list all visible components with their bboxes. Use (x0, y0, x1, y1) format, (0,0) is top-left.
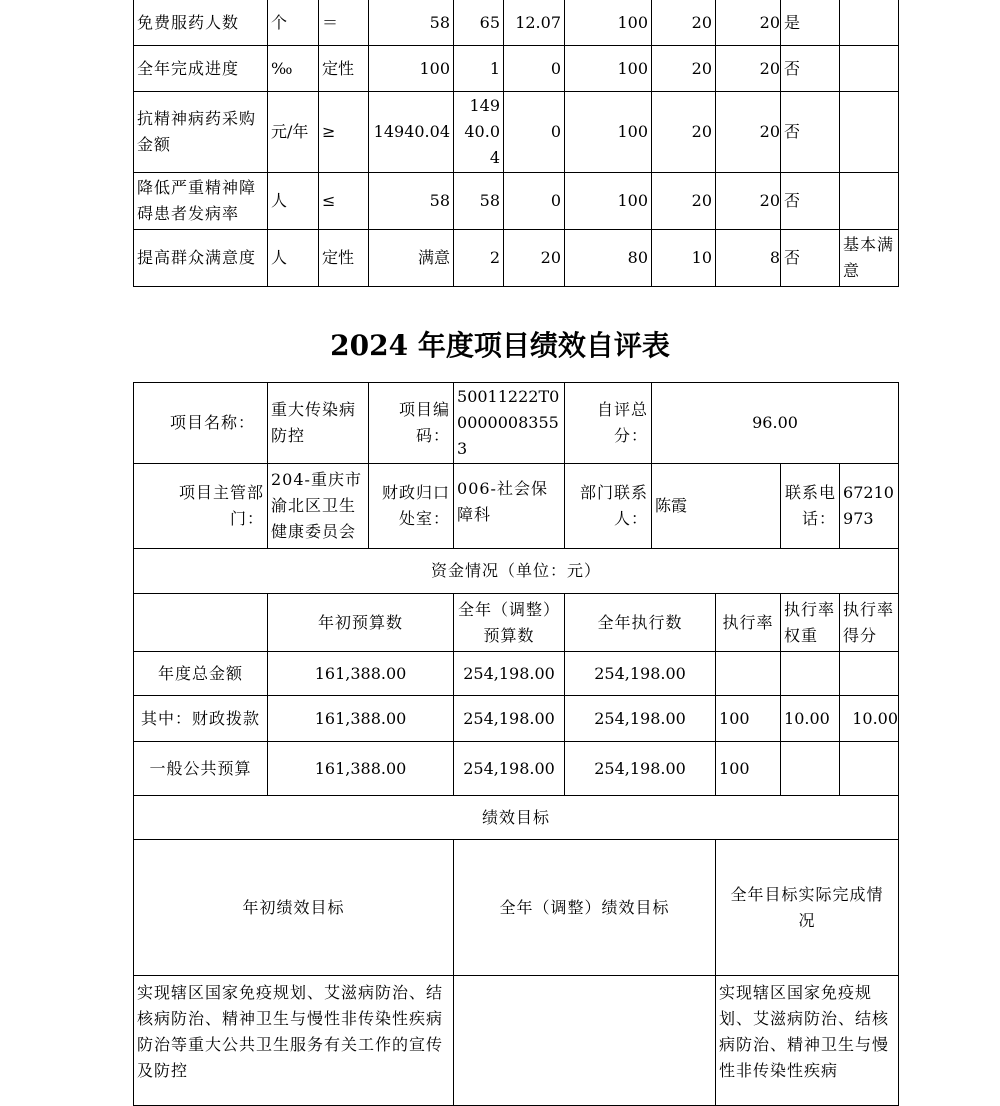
indicator-actual: 14940.04 (454, 92, 504, 173)
funds-row-label: 年度总金额 (134, 652, 268, 696)
self-score-value: 96.00 (652, 383, 899, 464)
project-code-label: 项目编码： (369, 383, 454, 464)
table-row (134, 173, 899, 230)
funds-row-weight: 10.00 (781, 696, 840, 742)
indicator-note (840, 173, 899, 230)
indicator-target: 58 (369, 0, 454, 46)
funds-row-score (840, 652, 899, 696)
page-title: 2024 年度项目绩效自评表 (330, 329, 670, 362)
funds-row-adjusted: 254,198.00 (454, 652, 565, 696)
indicator-score: 20 (716, 0, 781, 46)
goals-header-adjusted: 全年（调整）绩效目标 (454, 840, 716, 976)
self-score-label: 自评总分： (565, 383, 652, 464)
funds-header-score: 执行率得分 (840, 594, 899, 652)
project-name-label: 项目名称： (134, 383, 268, 464)
indicator-score-full: 10 (652, 230, 716, 287)
indicator-name: 提高群众满意度 (134, 230, 268, 287)
funds-row-executed: 254,198.00 (565, 652, 716, 696)
indicator-score: 8 (716, 230, 781, 287)
indicator-score: 20 (716, 92, 781, 173)
indicator-deviation: 12.07 (504, 0, 565, 46)
funds-header-initial: 年初预算数 (268, 594, 454, 652)
indicator-flag: 否 (781, 230, 840, 287)
funds-row-executed: 254,198.00 (565, 742, 716, 796)
goals-section-title: 绩效目标 (134, 796, 899, 840)
indicator-deviation: 0 (504, 173, 565, 230)
funds-row-adjusted: 254,198.00 (454, 742, 565, 796)
indicator-score-full: 20 (652, 92, 716, 173)
finance-office-value: 006-社会保障科 (454, 464, 565, 549)
funds-row-rate (716, 652, 781, 696)
indicator-operator: ＝ (319, 0, 369, 46)
dept-value: 204-重庆市渝北区卫生健康委员会 (268, 464, 369, 549)
table-row (134, 696, 899, 742)
table-row (134, 0, 899, 46)
indicator-weight: 100 (565, 46, 652, 92)
table-row (134, 464, 899, 549)
funds-section-title: 资金情况（单位：元） (134, 549, 899, 594)
table-row (134, 742, 899, 796)
indicator-deviation: 20 (504, 230, 565, 287)
actual-goal-text: 实现辖区国家免疫规划、艾滋病防治、结核病防治、精神卫生与慢性非传染性疾病 (716, 976, 899, 1106)
project-code-value: 50011222T000000083553 (454, 383, 565, 464)
adjusted-goal-text (454, 976, 716, 1106)
indicator-actual: 2 (454, 230, 504, 287)
self-evaluation-table (133, 382, 899, 1106)
indicator-unit: 个 (268, 0, 319, 46)
indicator-name: 全年完成进度 (134, 46, 268, 92)
contact-label: 部门联系人： (565, 464, 652, 549)
indicator-weight: 100 (565, 173, 652, 230)
initial-goal-text: 实现辖区国家免疫规划、艾滋病防治、结核病防治、精神卫生与慢性非传染性疾病防治等重大公共卫生服务有关工作的宣传及防控 (134, 976, 454, 1106)
indicator-unit: 人 (268, 173, 319, 230)
indicator-operator: ≤ (319, 173, 369, 230)
indicator-target: 58 (369, 173, 454, 230)
table-row (134, 840, 899, 976)
indicator-name: 降低严重精神障碍患者发病率 (134, 173, 268, 230)
table-row (134, 976, 899, 1106)
funds-row-weight (781, 742, 840, 796)
indicator-score: 20 (716, 173, 781, 230)
indicator-name: 免费服药人数 (134, 0, 268, 46)
funds-row-initial: 161,388.00 (268, 696, 454, 742)
indicator-score-full: 20 (652, 173, 716, 230)
indicator-actual: 58 (454, 173, 504, 230)
funds-header-blank (134, 594, 268, 652)
funds-row-label: 其中：财政拨款 (134, 696, 268, 742)
funds-header-rate: 执行率 (716, 594, 781, 652)
funds-row-executed: 254,198.00 (565, 696, 716, 742)
goals-header-actual: 全年目标实际完成情况 (716, 840, 899, 976)
indicator-score-full: 20 (652, 46, 716, 92)
funds-row-rate: 100 (716, 742, 781, 796)
indicator-score: 20 (716, 46, 781, 92)
funds-row-label: 一般公共预算 (134, 742, 268, 796)
funds-header-adjusted: 全年（调整）预算数 (454, 594, 565, 652)
indicator-table (133, 0, 899, 287)
funds-header-weight: 执行率权重 (781, 594, 840, 652)
indicator-operator: 定性 (319, 230, 369, 287)
indicator-note (840, 46, 899, 92)
indicator-note (840, 0, 899, 46)
table-row (134, 594, 899, 652)
indicator-operator: 定性 (319, 46, 369, 92)
project-name-value: 重大传染病防控 (268, 383, 369, 464)
finance-office-label: 财政归口处室： (369, 464, 454, 549)
funds-header-executed: 全年执行数 (565, 594, 716, 652)
indicator-flag: 否 (781, 46, 840, 92)
dept-label: 项目主管部门： (134, 464, 268, 549)
funds-row-initial: 161,388.00 (268, 742, 454, 796)
funds-row-score (840, 742, 899, 796)
indicator-name: 抗精神病药采购金额 (134, 92, 268, 173)
table-row (134, 652, 899, 696)
indicator-note: 基本满意 (840, 230, 899, 287)
table-row (134, 46, 899, 92)
indicator-score-full: 20 (652, 0, 716, 46)
table-row (134, 796, 899, 840)
indicator-target: 满意 (369, 230, 454, 287)
indicator-actual: 65 (454, 0, 504, 46)
funds-row-rate: 100 (716, 696, 781, 742)
indicator-operator: ≥ (319, 92, 369, 173)
table-row (134, 549, 899, 594)
table-row (134, 92, 899, 173)
indicator-deviation: 0 (504, 92, 565, 173)
indicator-weight: 100 (565, 0, 652, 46)
indicator-unit: ‰ (268, 46, 319, 92)
indicator-unit: 元/年 (268, 92, 319, 173)
indicator-target: 14940.04 (369, 92, 454, 173)
indicator-flag: 是 (781, 0, 840, 46)
goals-header-initial: 年初绩效目标 (134, 840, 454, 976)
table-row (134, 230, 899, 287)
indicator-actual: 1 (454, 46, 504, 92)
indicator-deviation: 0 (504, 46, 565, 92)
contact-value: 陈霞 (652, 464, 781, 549)
funds-row-initial: 161,388.00 (268, 652, 454, 696)
funds-row-weight (781, 652, 840, 696)
indicator-unit: 人 (268, 230, 319, 287)
funds-row-score: 10.00 (840, 696, 899, 742)
indicator-flag: 否 (781, 173, 840, 230)
phone-value: 67210973 (840, 464, 899, 549)
indicator-weight: 100 (565, 92, 652, 173)
funds-row-adjusted: 254,198.00 (454, 696, 565, 742)
indicator-note (840, 92, 899, 173)
phone-label: 联系电话： (781, 464, 840, 549)
indicator-target: 100 (369, 46, 454, 92)
indicator-weight: 80 (565, 230, 652, 287)
table-row (134, 383, 899, 464)
indicator-flag: 否 (781, 92, 840, 173)
